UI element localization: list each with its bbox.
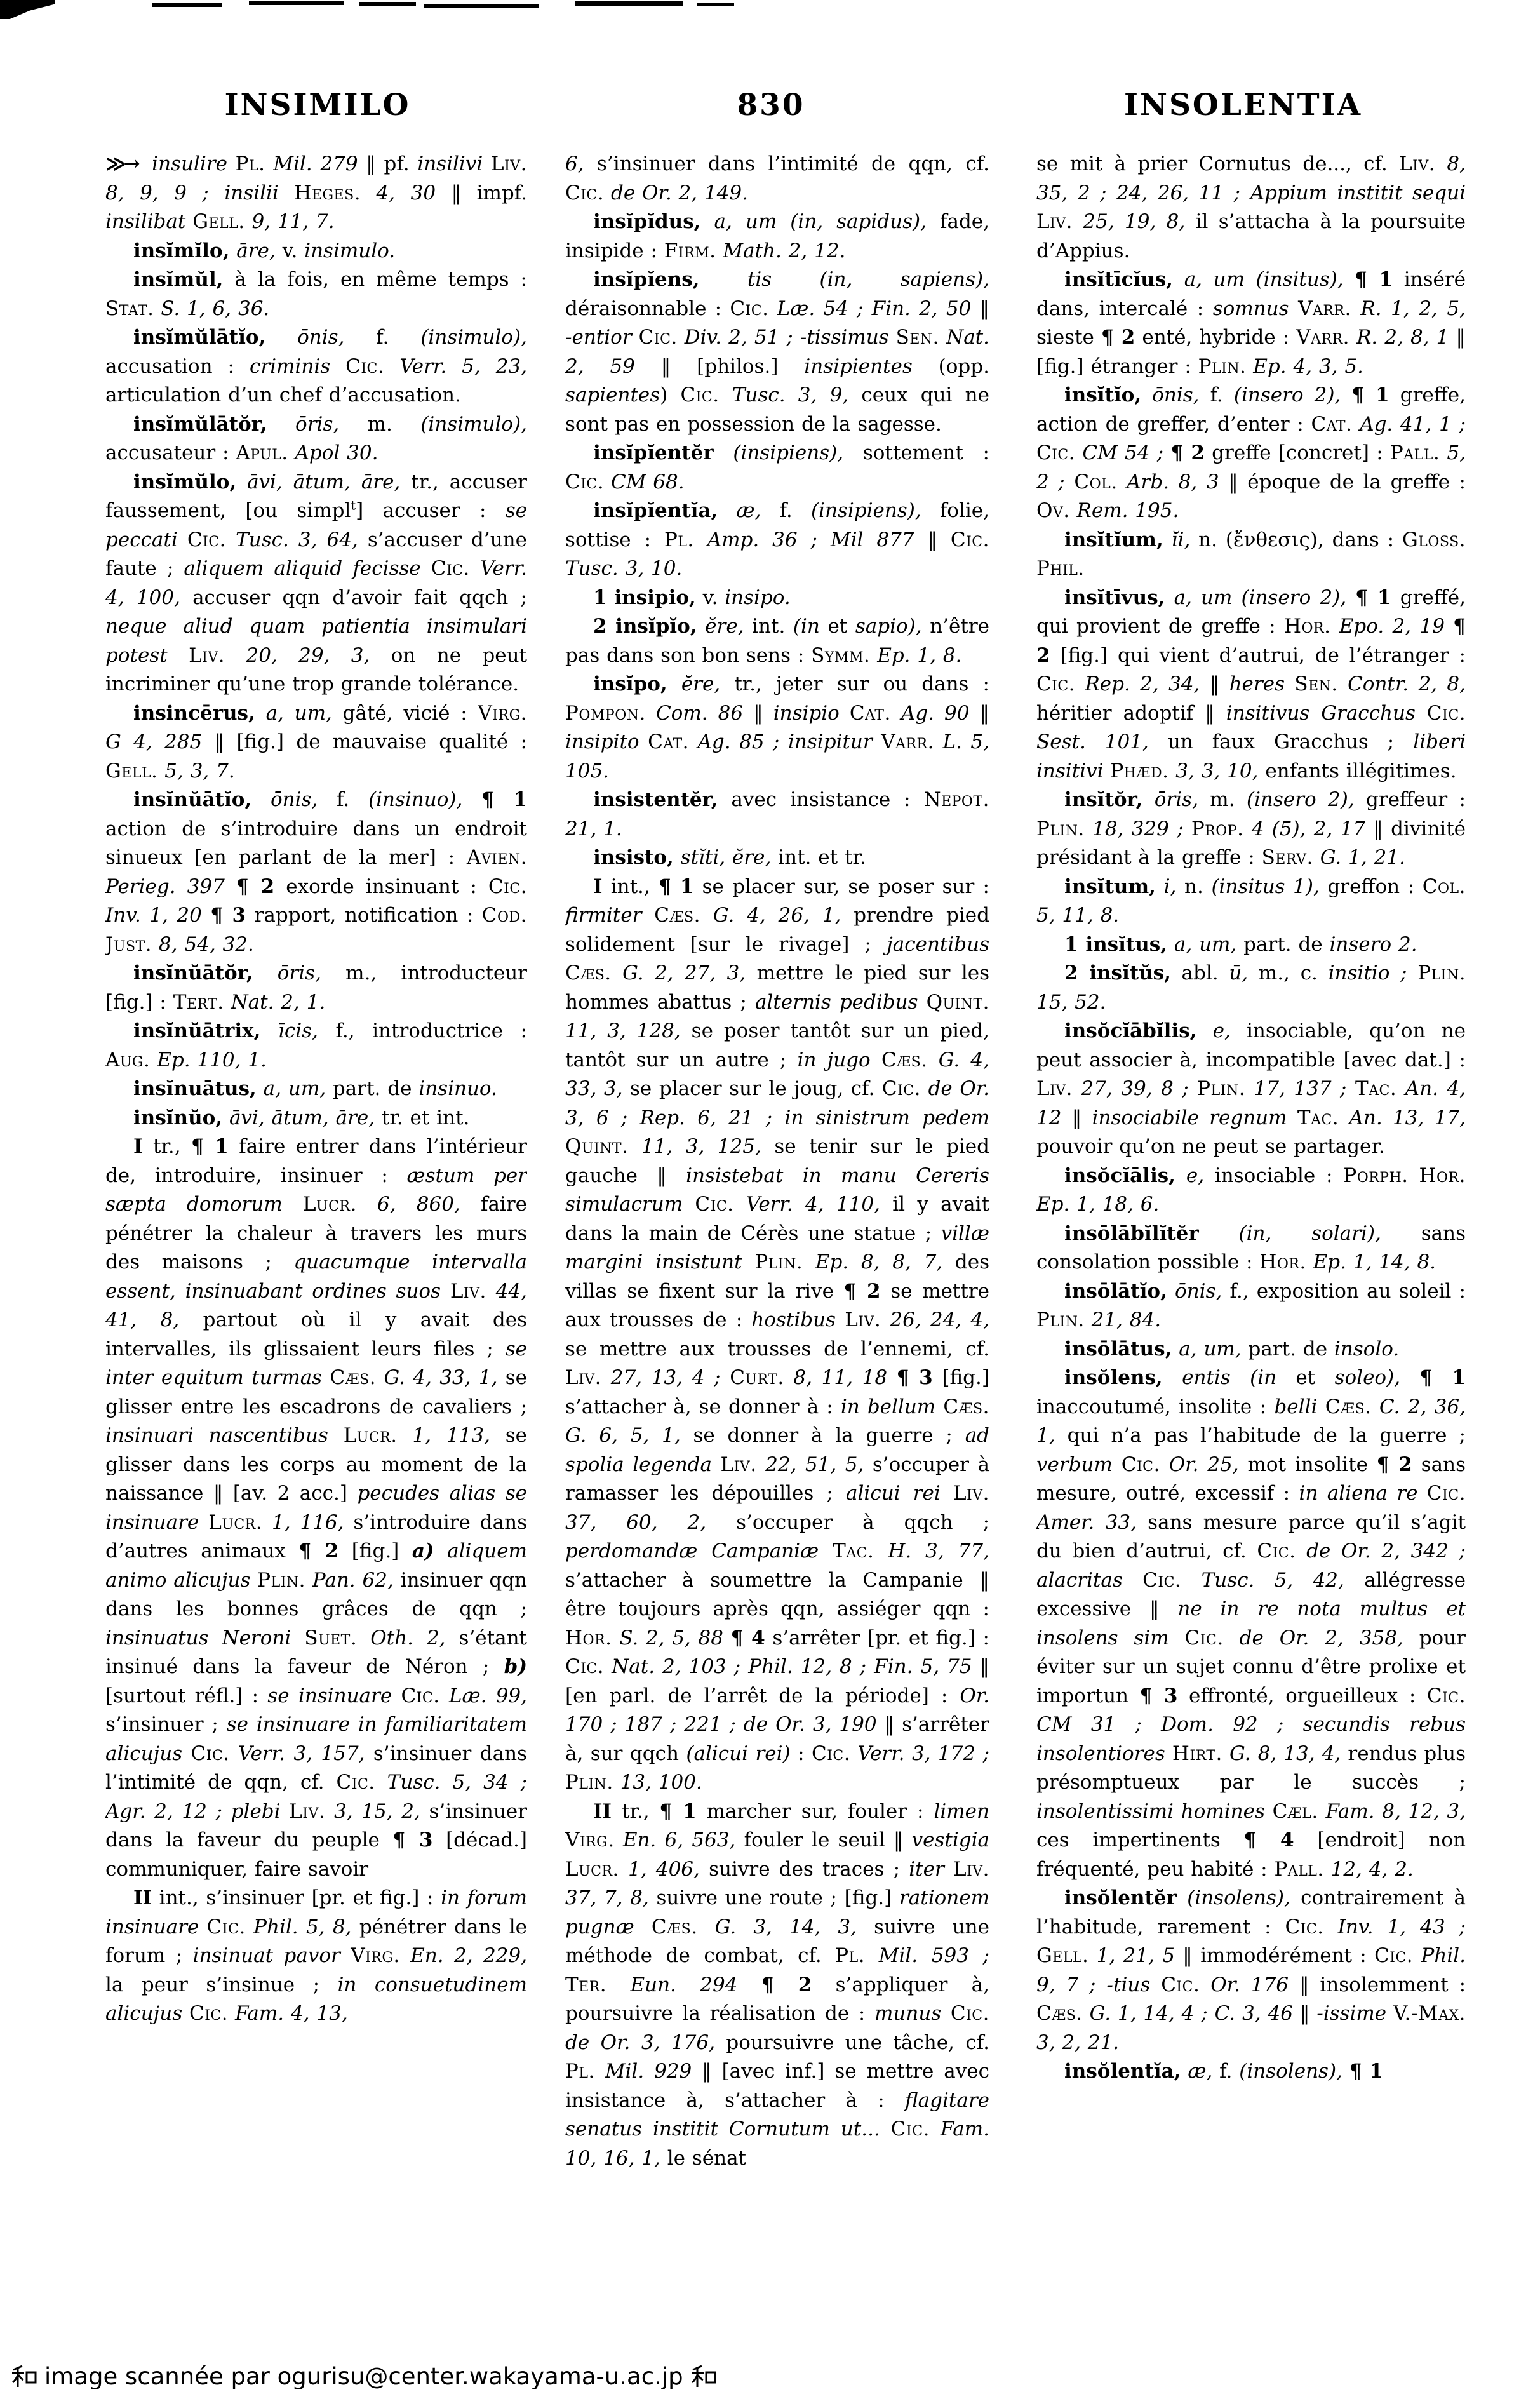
scan-artifact-dash [697,3,734,6]
entry-paragraph: insĭtīcĭus, a, um (insitus), ¶ 1 inséré dans, intercalé : somnus Varr. R. 1, 2, 5, sieste ¶ 2 enté, hybride : Varr. R. 2, 8, 1 ‖ [fig.] étranger : Plin. Ep. 4, 3, 5. [1036,268,1466,378]
entry-paragraph: insĭtĭo, ōnis, f. (insero 2), ¶ 1 greffe, action de greffer, d’enter : Cat. Ag. 41, 1 ; Cic. CM 54 ; ¶ 2 greffe [concret] : Pall. 5, 2 ; Col. Arb. 8, 3 ‖ époque de la greffe : Ov. Rem. 195. [1036,384,1466,522]
entry-paragraph: II tr., ¶ 1 marcher sur, fouler : limen Virg. En. 6, 563, fouler le seuil ‖ vestigia Lucr. 1, 406, suivre des traces ; iter Liv. 37, 7, 8, suivre une route ; [fig.] rationem pugnæ Cæs. G. 3, 14, 3, suivre une méthode de combat, cf. Pl. Mil. 593 ; Ter. Eun. 294 ¶ 2 s’appliquer à, poursuivre la réalisation de : munus Cic. de Or. 3, 176, poursuivre une tâche, cf. Pl. Mil. 929 ‖ [avec inf.] se mettre avec insistance à, s’attacher à : flagitare senatus institit Cornutum ut... Cic. Fam. 10, 16, 1, le sénat [565,1799,989,2170]
entry-paragraph: II int., s’insinuer [pr. et fig.] : in forum insinuare Cic. Phil. 5, 8, pénétrer dans le forum ; insinuat pavor Virg. En. 2, 229, la peur s’insinue ; in consuetudinem alicujus Cic. Fam. 4, 13, [105,1886,527,2025]
entry-paragraph: insĭnŭātĭo, ōnis, f. (insinuo), ¶ 1 action de s’introduire dans un endroit sinueux [en parlant de la mer] : Avien. Perieg. 397 ¶ 2 exorde insinuant : Cic. Inv. 1, 20 ¶ 3 rapport, notification : Cod. Just. 8, 54, 32. [105,788,527,956]
entry-paragraph: ≫→ insulire Pl. Mil. 279 ‖ pf. insilivi Liv. 8, 9, 9 ; insilii Heges. 4, 30 ‖ impf. insilibat Gell. 9, 11, 7. [105,152,527,233]
scan-artifact-dash [424,4,539,8]
kanji-wa-icon [11,2363,37,2389]
entry-paragraph: insĭtĭum, ĭi, n. (ἔνθεσις), dans : Gloss. Phil. [1036,528,1466,580]
entry-paragraph: 6, s’insinuer dans l’intimité de qqn, cf. Cic. de Or. 2, 149. [565,152,989,205]
entry-paragraph: I tr., ¶ 1 faire entrer dans l’intérieur de, introduire, insinuer : æstum per sæpta domorum Lucr. 6, 860, faire pénétrer la chaleur à travers les murs des maisons ; quacumque intervalla essent, insinuabant ordines suos Liv. 44, 41, 8, partout où il y avait des intervalles, ils glissaient leurs files ; se inter equitum turmas Cæs. G. 4, 33, 1, se glisser entre les escadrons de cavaliers ; insinuari nascentibus Lucr. 1, 113, se glisser dans les corps au moment de la naissance ‖ [av. 2 acc.] pecudes alias se insinuare Lucr. 1, 116, s’introduire dans d’autres animaux ¶ 2 [fig.] a) aliquem animo alicujus Plin. Pan. 62, insinuer qqn dans les bonnes grâces de qqn ; insinuatus Neroni Suet. Oth. 2, s’étant insinué dans la faveur de Néron ; b) [surtout réfl.] : se insinuare Cic. Læ. 99, s’insinuer ; se insinuare in familiaritatem alicujus Cic. Verr. 3, 157, s’insinuer dans l’intimité de qqn, cf. Cic. Tusc. 5, 34 ; Agr. 2, 12 ; plebi Liv. 3, 15, 2, s’insinuer dans la faveur du peuple ¶ 3 [décad.] communiquer, faire savoir [105,1135,527,1881]
entry-paragraph: insĭpĭentĭa, æ, f. (insipiens), folie, sottise : Pl. Amp. 36 ; Mil 877 ‖ Cic. Tusc. 3, 10. [565,499,989,580]
entry-paragraph: insĭpĭdus, a, um (in, sapidus), fade, insipide : Firm. Math. 2, 12. [565,210,989,262]
scanner-credit-text: image scannée par ogurisu@center.wakayama-u.ac.jp [44,2362,683,2390]
entry-paragraph: insincērus, a, um, gâté, vicié : Virg. G 4, 285 ‖ [fig.] de mauvaise qualité : Gell. 5, 3, 7. [105,701,527,783]
entry-paragraph: insĭpo, ĕre, tr., jeter sur ou dans : Pompon. Com. 86 ‖ insipio Cat. Ag. 90 ‖ insipito Cat. Ag. 85 ; insipitur Varr. L. 5, 105. [565,673,989,783]
entry-paragraph: insĭmŭlātĭo, ōnis, f. (insimulo), accusation : criminis Cic. Verr. 5, 23, articulation d’un chef d’accusation. [105,326,527,407]
entry-paragraph: insōlātĭo, ōnis, f., exposition au soleil : Plin. 21, 84. [1036,1279,1466,1331]
scan-artifact-dash [575,1,683,6]
entry-paragraph: insŏlens, entis (in et soleo), ¶ 1 inaccoutumé, insolite : belli Cæs. C. 2, 36, 1, qui n’a pas l’habitude de la guerre ; verbum Cic. Or. 25, mot insolite ¶ 2 sans mesure, outré, excessif : in aliena re Cic. Amer. 33, sans mesure parce qu’il s’agit du bien d’autrui, cf. Cic. de Or. 2, 342 ; alacritas Cic. Tusc. 5, 42, allégresse excessive ‖ ne in re nota multus et insolens sim Cic. de Or. 2, 358, pour éviter sur un sujet connu d’être prolixe et importun ¶ 3 effronté, orgueilleux : Cic. CM 31 ; Dom. 92 ; secundis rebus insolentiores Hirt. G. 8, 13, 4, rendus plus présomptueux par le succès ; insolentissimi homines Cæl. Fam. 8, 12, 3, ces impertinents ¶ 4 [endroit] non fréquenté, peu habité : Pall. 12, 4, 2. [1036,1366,1466,1881]
page-number: 830 [737,88,805,123]
entry-paragraph: insĭtīvus, a, um (insero 2), ¶ 1 greffé, qui provient de greffe : Hor. Epo. 2, 19 ¶ 2 [fig.] qui vient d’autrui, de l’étranger : Cic. Rep. 2, 34, ‖ heres Sen. Contr. 2, 8, héritier adoptif ‖ insitivus Gracchus Cic. Sest. 101, un faux Gracchus ; liberi insitivi Phæd. 3, 3, 10, enfants illégitimes. [1036,586,1466,783]
entry-paragraph: insĭpĭentĕr (insipiens), sottement : Cic. CM 68. [565,441,989,494]
entry-paragraph: insĭnuātus, a, um, part. de insinuo. [133,1077,497,1100]
dictionary-column-3 [1036,150,1466,2341]
scanner-credit [11,2360,716,2392]
entry-paragraph: insĭnŭātrix, īcis, f., introductrice : Aug. Ep. 110, 1. [105,1019,527,1072]
entry-paragraph: insĭmĭlo, āre, v. insimulo. [133,239,396,262]
entry-paragraph: insĭnŭo, āvi, ātum, āre, tr. et int. [133,1106,470,1129]
scan-artifact-corner [0,0,55,19]
entry-paragraph: 1 insĭtus, a, um, part. de insero 2. [1064,932,1417,956]
entry-paragraph: insŏlentĭa, æ, f. (insolens), ¶ 1 [1064,2060,1383,2083]
dictionary-column-2 [565,150,989,2341]
entry-paragraph: insĭmŭlātŏr, ōris, m. (insimulo), accusateur : Apul. Apol 30. [105,412,527,464]
entry-paragraph: I int., ¶ 1 se placer sur, se poser sur : firmiter Cæs. G. 4, 26, 1, prendre pied solidement [sur le rivage] ; jacentibus Cæs. G. 2, 27, 3, mettre le pied sur les hommes abattus ; alternis pedibus Quint. 11, 3, 128, se poser tantôt sur un pied, tantôt sur un autre ; in jugo Cæs. G. 4, 33, 3, se placer sur le joug, cf. Cic. de Or. 3, 6 ; Rep. 6, 21 ; in sinistrum pedem Quint. 11, 3, 125, se tenir sur le pied gauche ‖ insistebat in manu Cereris simulacrum Cic. Verr. 4, 110, il y avait dans la main de Cérès une statue ; villæ margini insistunt Plin. Ep. 8, 8, 7, des villas se fixent sur la rive ¶ 2 se mettre aux trousses de : hostibus Liv. 26, 24, 4, se mettre aux trousses de l’ennemi, cf. Liv. 27, 13, 4 ; Curt. 8, 11, 18 ¶ 3 [fig.] s’attacher à, se donner à : in bellum Cæs. G. 6, 5, 1, se donner à la guerre ; ad spolia legenda Liv. 22, 51, 5, s’occuper à ramasser les dépouilles ; alicui rei Liv. 37, 60, 2, s’occuper à qqch ; perdomandæ Campaniæ Tac. H. 3, 77, s’attacher à soumettre la Campanie ‖ être toujours après qqn, assiéger qqn : Hor. S. 2, 5, 88 ¶ 4 s’arrêter [pr. et fig.] : Cic. Nat. 2, 103 ; Phil. 12, 8 ; Fin. 5, 75 ‖ [en parl. de l’arrêt de la période] : Or. 170 ; 187 ; 221 ; de Or. 3, 190 ‖ s’arrêter à, sur qqch (alicui rei) : Cic. Verr. 3, 172 ; Plin. 13, 100. [565,875,989,1794]
entry-paragraph: insĭtum, i, n. (insitus 1), greffon : Col. 5, 11, 8. [1036,875,1466,927]
entry-paragraph: insŏlentĕr (insolens), contrairement à l’habitude, rarement : Cic. Inv. 1, 43 ; Gell. 1, 21, 5 ‖ immodérément : Cic. Phil. 9, 7 ; -tius Cic. Or. 176 ‖ insolemment : Cæs. G. 1, 14, 4 ; C. 3, 46 ‖ -issime V.-Max. 3, 2, 21. [1036,1886,1466,2054]
entry-paragraph: 2 insĭtŭs, abl. ū, m., c. insitio ; Plin. 15, 52. [1036,962,1466,1014]
entry-paragraph: insĭmŭl, à la fois, en même temps : Stat. S. 1, 6, 36. [105,268,527,320]
entry-paragraph: insŏcĭābĭlis, e, insociable, qu’on ne peut associer à, incompatible [avec dat.] : Liv. 27, 39, 8 ; Plin. 17, 137 ; Tac. An. 4, 12 ‖ insociabile regnum Tac. An. 13, 17, pouvoir qu’on ne peut se partager. [1036,1019,1466,1158]
entry-paragraph: insŏcĭālis, e, insociable : Porph. Hor. Ep. 1, 18, 6. [1036,1164,1466,1216]
scan-artifact-dash [359,2,416,6]
entry-paragraph: insĭmŭlo, āvi, ātum, āre, tr., accuser faussement, [ou simpl$^t$] accuser : se peccati Cic. Tusc. 3, 64, s’accuser d’une faute ; aliquem aliquid fecisse Cic. Verr. 4, 100, accuser qqn d’avoir fait qqch ; neque aliud quam patientia insimulari potest Liv. 20, 29, 3, on ne peut incriminer qu’une trop grande tolérance. [105,470,527,696]
kanji-wa-icon [691,2363,716,2389]
scan-artifact-dash [152,3,222,7]
entry-paragraph: 2 insĭpĭo, ĕre, int. (in et sapio), n’être pas dans son bon sens : Symm. Ep. 1, 8. [565,615,989,667]
entry-paragraph: insĭtŏr, ōris, m. (insero 2), greffeur : Plin. 18, 329 ; Prop. 4 (5), 2, 17 ‖ divinité présidant à la greffe : Serv. G. 1, 21. [1036,788,1466,869]
entry-paragraph: insōlātus, a, um, part. de insolo. [1064,1337,1400,1361]
entry-paragraph: insisto, stĭti, ĕre, int. et tr. [593,846,866,869]
page-keyword-left: INSIMILO [224,88,411,123]
entry-paragraph: se mit à prier Cornutus de..., cf. Liv. 8, 35, 2 ; 24, 26, 11 ; Appium institit sequi Liv. 25, 19, 8, il s’attacha à la poursuite d’Appius. [1036,152,1466,262]
entry-paragraph: insōlābĭlĭtĕr (in, solari), sans consolation possible : Hor. Ep. 1, 14, 8. [1036,1221,1466,1274]
entry-paragraph: 1 insipio, v. insipo. [593,586,791,609]
page-keyword-right: INSOLENTIA [1124,88,1363,123]
entry-paragraph: insistentĕr, avec insistance : Nepot. 21, 1. [565,788,989,840]
scan-artifact-dash [249,1,344,5]
entry-paragraph: insĭpĭens, tis (in, sapiens), déraisonnable : Cic. Læ. 54 ; Fin. 2, 50 ‖ -entior Cic. Div. 2, 51 ; -tissimus Sen. Nat. 2, 59 ‖ [philos.] insipientes (opp. sapientes) Cic. Tusc. 3, 9, ceux qui ne sont pas en possession de la sagesse. [565,268,989,436]
entry-paragraph: insĭnŭātŏr, ōris, m., introducteur [fig.] : Tert. Nat. 2, 1. [105,962,527,1014]
dictionary-column-1 [105,150,527,2341]
